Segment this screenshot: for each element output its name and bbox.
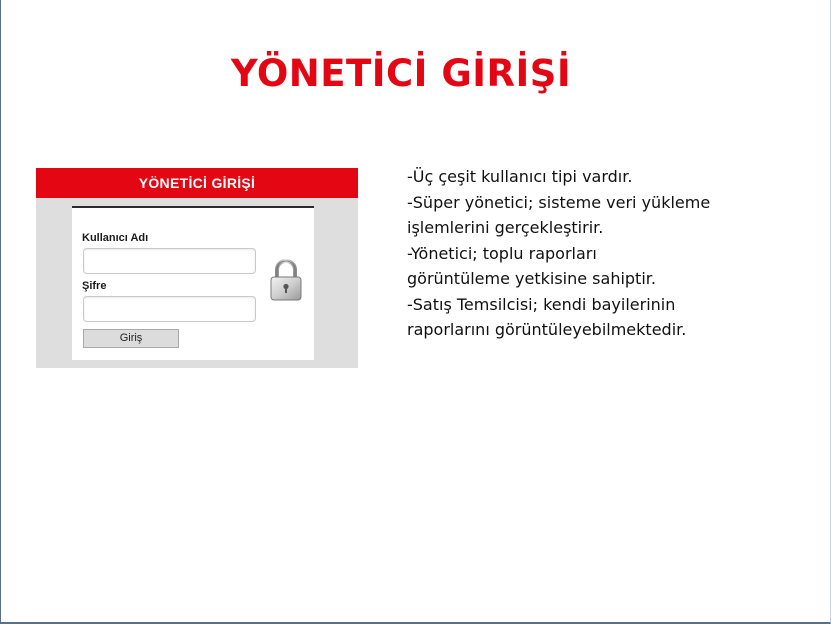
password-label: Şifre [82,280,107,292]
password-field[interactable] [83,296,256,322]
login-form-screenshot [36,168,358,368]
description-line: -Üç çeşit kullanıcı tipi vardır. [407,167,633,186]
login-panel [72,206,314,360]
page-title: YÖNETİCİ GİRİŞİ [230,52,572,95]
description-line: -Yönetici; toplu raporları [407,243,597,263]
description-line: -Süper yönetici; sisteme veri yükleme [407,192,711,212]
lock-icon [268,258,304,302]
description-line: görüntüleme yetkisine sahiptir. [407,269,656,288]
description-line: raporlarını görüntüleyebilmektedir. [407,320,687,339]
description-text [407,164,747,343]
login-header: YÖNETİCİ GİRİŞİ [36,168,358,198]
username-field[interactable] [83,248,256,274]
login-button[interactable]: Giriş [83,329,179,348]
description-line: -Satış Temsilcisi; kendi bayilerinin [407,294,676,314]
description-line: işlemlerini gerçekleştirir. [407,218,604,237]
username-label: Kullanıcı Adı [82,232,149,244]
